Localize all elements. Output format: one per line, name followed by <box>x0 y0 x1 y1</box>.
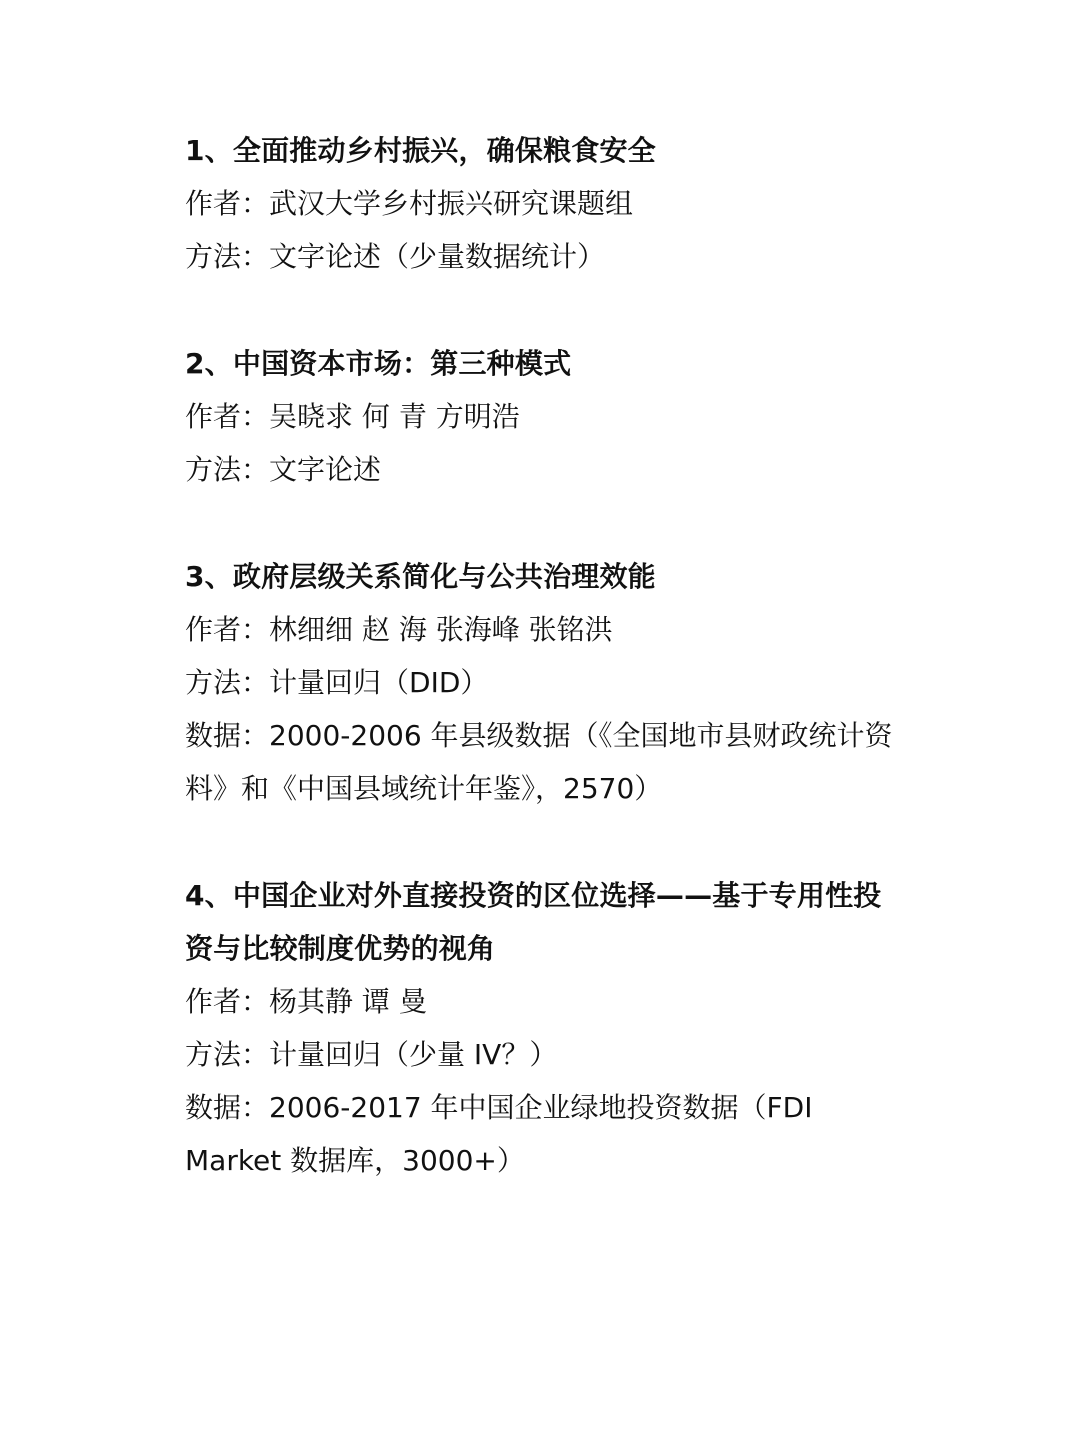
method-label: 方法： <box>185 1038 270 1071</box>
paper-title: 4、中国企业对外直接投资的区位选择——基于专用性投资与比较制度优势的视角 <box>185 879 882 965</box>
author-label: 作者： <box>185 985 270 1018</box>
paper-entry-2 <box>185 337 900 496</box>
paper-entry-3 <box>185 550 900 815</box>
method-value: 文字论述（少量数据统计） <box>269 240 606 273</box>
data-value: 2006-2017 年中国企业绿地投资数据（FDI Market 数据库，3000+） <box>185 1091 813 1177</box>
paper-title: 2、中国资本市场：第三种模式 <box>185 347 572 380</box>
method-label: 方法： <box>185 453 270 486</box>
paper-title: 1、全面推动乡村振兴，确保粮食安全 <box>185 134 656 167</box>
method-value: 文字论述 <box>269 453 382 486</box>
author-label: 作者： <box>185 613 270 646</box>
data-value: 2000-2006 年县级数据（《全国地市县财政统计资料》和《中国县域统计年鉴》，2570） <box>185 719 893 805</box>
author-label: 作者： <box>185 400 270 433</box>
author-line <box>185 603 900 656</box>
author-line <box>185 390 900 443</box>
method-line <box>185 1028 900 1081</box>
author-value: 林细细 赵 海 张海峰 张铭洪 <box>269 613 613 646</box>
author-line <box>185 177 900 230</box>
method-value: 计量回归（少量 IV？） <box>269 1038 558 1071</box>
author-value: 吴晓求 何 青 方明浩 <box>269 400 520 433</box>
method-line <box>185 443 900 496</box>
author-label: 作者： <box>185 187 270 220</box>
author-value: 武汉大学乡村振兴研究课题组 <box>269 187 634 220</box>
method-label: 方法： <box>185 240 270 273</box>
method-line <box>185 656 900 709</box>
data-line <box>185 1081 900 1187</box>
method-line <box>185 230 900 283</box>
paper-title: 3、政府层级关系简化与公共治理效能 <box>185 560 656 593</box>
data-line <box>185 709 900 815</box>
paper-entry-1 <box>185 124 900 283</box>
data-label: 数据： <box>185 1091 270 1124</box>
author-value: 杨其静 谭 曼 <box>269 985 427 1018</box>
paper-list <box>185 124 900 1241</box>
method-label: 方法： <box>185 666 270 699</box>
paper-entry-4 <box>185 869 900 1187</box>
data-label: 数据： <box>185 719 270 752</box>
method-value: 计量回归（DID） <box>269 666 489 699</box>
author-line <box>185 975 900 1028</box>
